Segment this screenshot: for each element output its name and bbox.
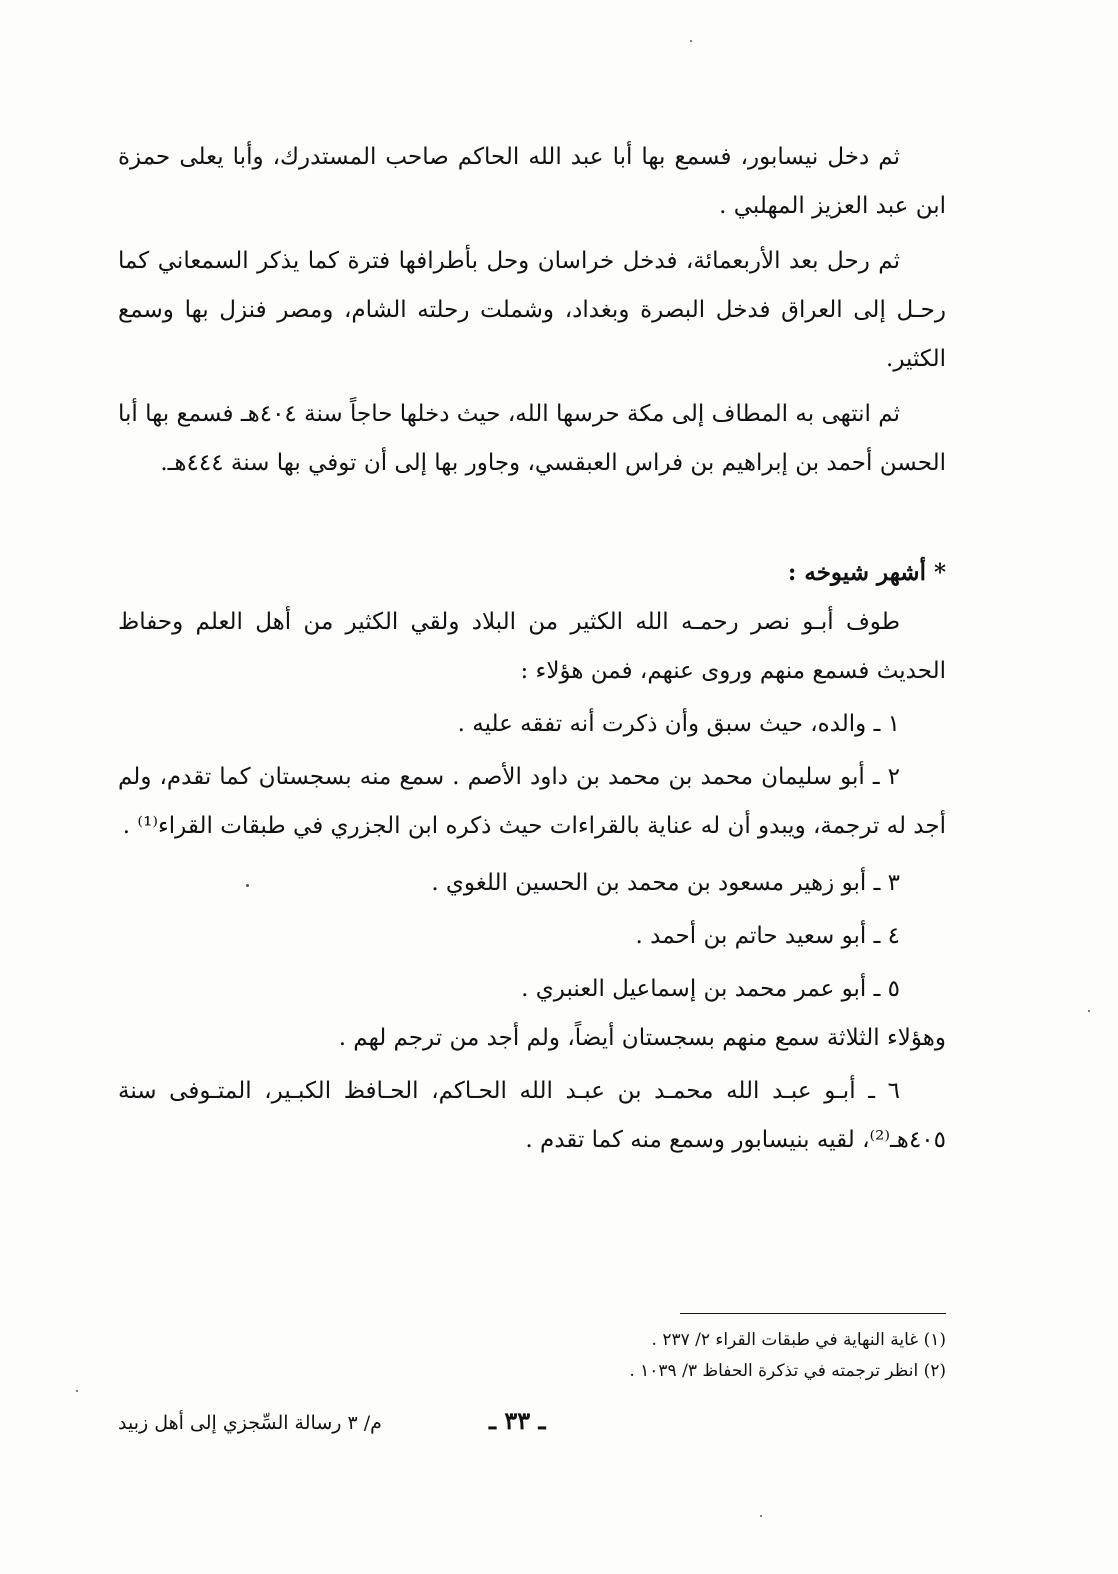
list-item-4: ٤ ـ أبو سعيد حاتم بن أحمد . [635,923,900,949]
footnote-1: (١) غاية النهاية في طبقات القراء ٢/ ٢٣٧ . [651,1330,946,1350]
list-item-2: ٢ ـ أبو سليمان محمد بن محمد بن داود الأصم . سمع منه بسجستان كما تقدم، ولم أجد له ترجمة، ويبدو أن له عناية بالقراءات حيث ذكره ابن الجزري في طبقات القراء⁽¹⁾ . [118,764,946,839]
footnote-2: (٢) انظر ترجمته في تذكرة الحفاظ ٣/ ١٠٣٩ . [629,1361,946,1381]
scan-speck [690,40,692,42]
list-item-1: ١ ـ والده، حيث سبق وأن ذكرت أنه تفقه عليه . [457,711,900,737]
list-item-6: ٦ ـ أبـو عبـد الله محمـد بن عبـد الله الحـاكم، الحـافظ الكبـير، المتـوفى سنة ٤٠٥هـ⁽²⁾، لقيه بنيسابور وسمع منه كما تقدم . [118,1078,946,1153]
paragraph-khurasan: ثم رحل بعد الأربعمائة، فدخل خراسان وحل بأطرافها فترة كما يذكر السمعاني كما رحـل إلى العراق فدخل البصرة وبغداد، وشملت رحلته الشام، ومصر فنزل بها وسمع الكثير. [118,248,946,372]
page-number: ـ ٣٣ ـ [489,1406,546,1435]
scan-speck [1088,1010,1090,1012]
running-title: م/ ٣ رسالة السِّجزي إلى أهل زبيد [118,1412,382,1434]
footnote-divider [680,1313,946,1314]
scan-speck [246,884,249,887]
list-item-3: ٣ ـ أبو زهير مسعود بن محمد بن الحسين اللغوي . [431,870,900,896]
section-text-block [118,598,946,1165]
top-text-block [118,133,946,488]
section-heading: * أشهر شيوخه : [787,559,946,586]
paragraph-note: وهؤلاء الثلاثة سمع منهم بسجستان أيضاً، ولم أجد من ترجم لهم . [338,1025,946,1051]
list-item-5: ٥ ـ أبو عمر محمد بن إسماعيل العنبري . [521,976,900,1002]
scan-speck [76,1390,78,1392]
scan-speck [760,1515,762,1517]
paragraph-makkah: ثم انتهى به المطاف إلى مكة حرسها الله، حيث دخلها حاجاً سنة ٤٠٤هـ فسمع بها أبا الحسن أحمد بن إبراهيم بن فراس العبقسي، وجاور بها إلى أن توفي بها سنة ٤٤٤هـ. [118,401,946,476]
paragraph-nishapur: ثم دخل نيسابور، فسمع بها أبا عبد الله الحاكم صاحب المستدرك، وأبا يعلى حمزة ابن عبد العزيز المهلبي . [118,144,946,219]
paragraph-intro: طوف أبـو نصر رحمـه الله الكثير من البلاد ولقي الكثير من أهل العلم وحفاظ الحديث فسمع منهم وروى عنهم، فمن هؤلاء : [118,609,946,684]
footnotes [346,1325,946,1387]
